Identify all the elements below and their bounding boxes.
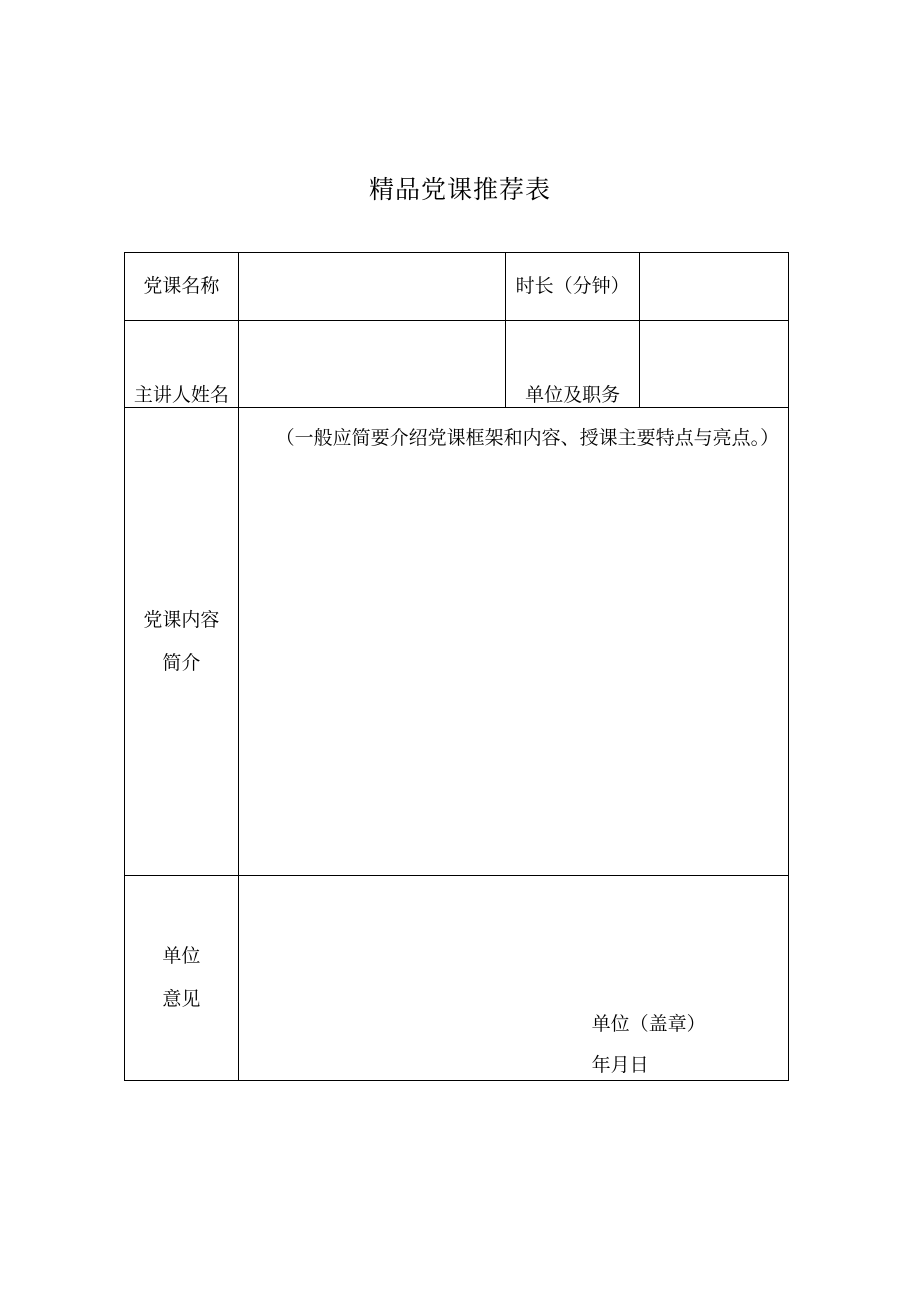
- speaker-name-label: 主讲人姓名: [125, 321, 239, 408]
- page-title: 精品党课推荐表: [368, 175, 551, 204]
- row-course-name: [125, 253, 789, 321]
- opinion-label-line1: 单位: [162, 945, 201, 968]
- content-label-line2: 简介: [162, 651, 201, 674]
- row-speaker: [125, 321, 789, 408]
- date-text: 年月日: [591, 1054, 649, 1076]
- unit-position-field[interactable]: [640, 321, 789, 408]
- seal-text: 单位（盖章）: [591, 1013, 706, 1035]
- content-label-line1: 党课内容: [143, 608, 220, 631]
- duration-field[interactable]: [640, 253, 789, 321]
- course-name-field[interactable]: [238, 253, 506, 321]
- opinion-field[interactable]: [238, 876, 788, 1081]
- unit-position-label: 单位及职务: [506, 321, 640, 408]
- duration-label: 时长（分钟）: [506, 253, 640, 321]
- content-hint: （一般应简要介绍党课框架和内容、授课主要特点与亮点。）: [275, 427, 780, 449]
- row-opinion: [125, 876, 789, 1081]
- recommendation-form-table: [124, 252, 789, 1081]
- speaker-name-field[interactable]: [238, 321, 506, 408]
- row-content: [125, 408, 789, 876]
- opinion-label-line2: 意见: [162, 988, 201, 1010]
- opinion-label-cell: [125, 876, 239, 1081]
- course-name-label: 党课名称: [125, 253, 239, 321]
- content-label-cell: [125, 408, 239, 876]
- content-field[interactable]: [238, 408, 788, 876]
